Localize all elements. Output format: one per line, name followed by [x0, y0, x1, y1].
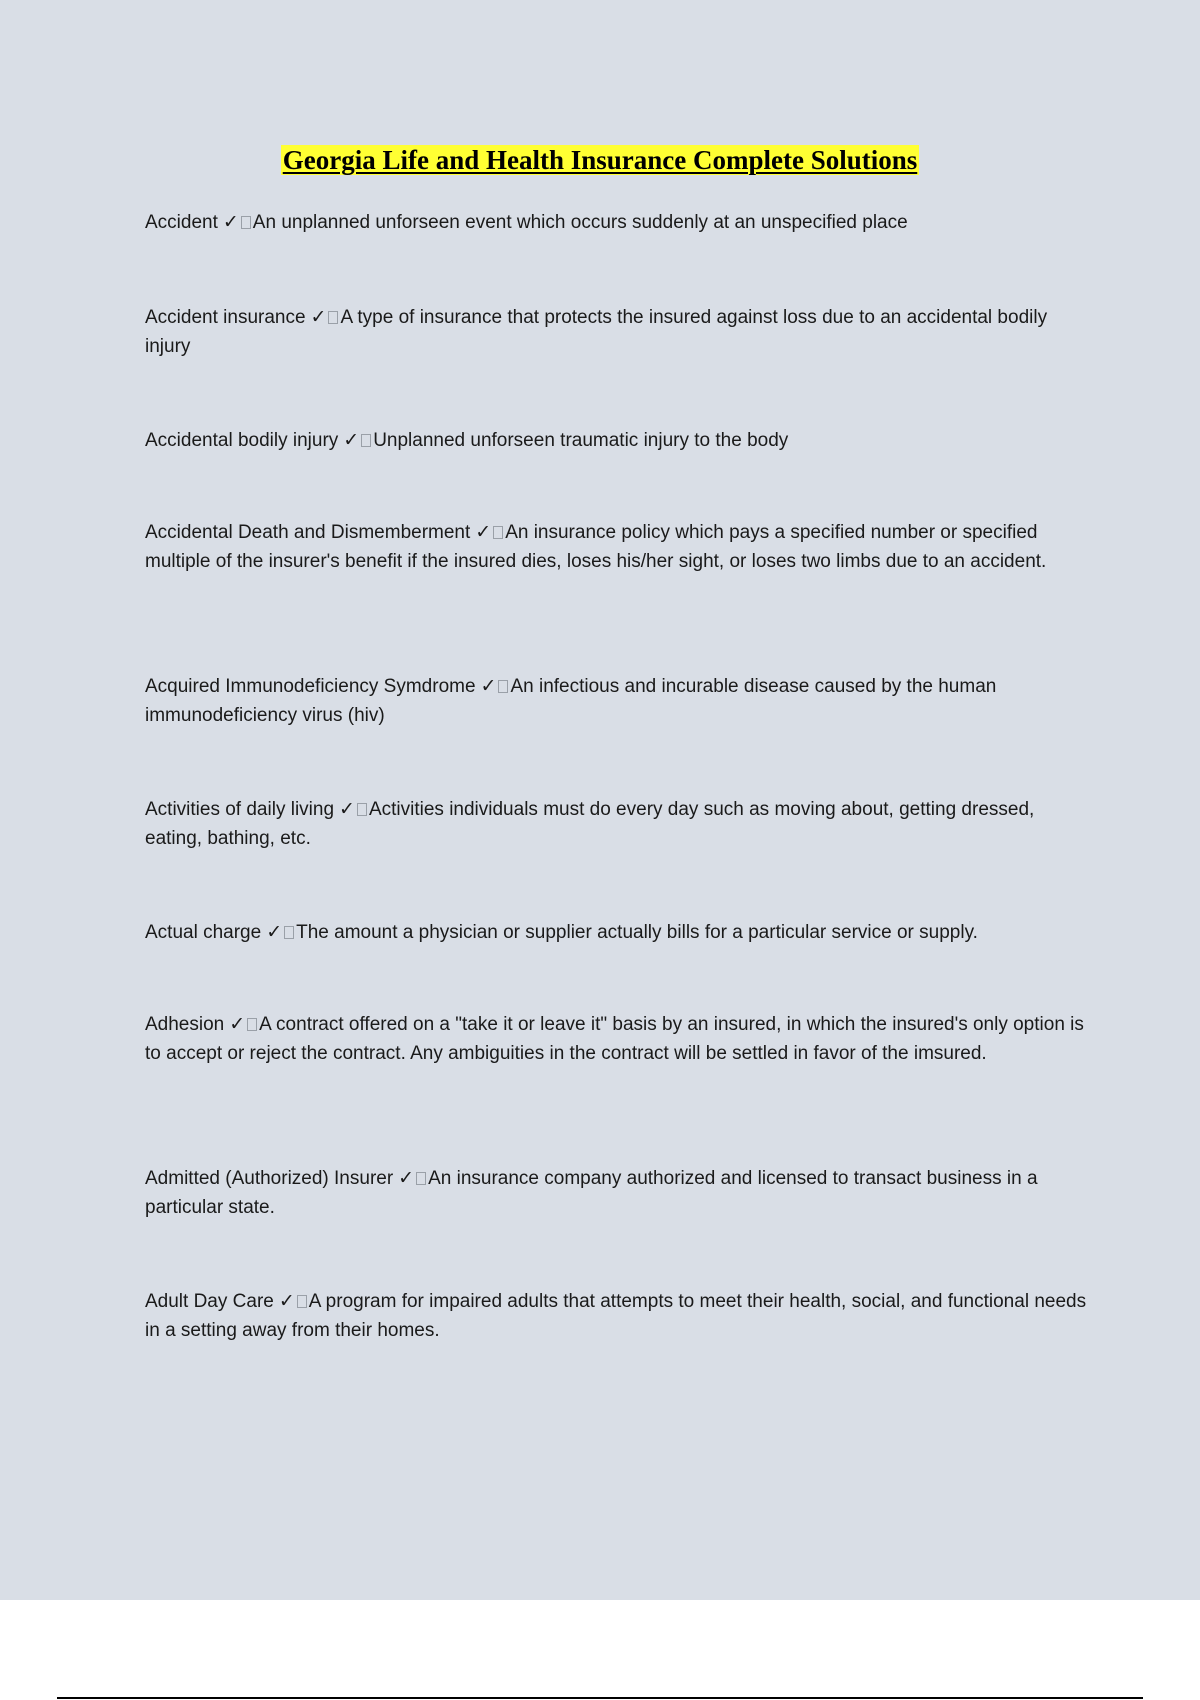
entry-term: Actual charge: [145, 922, 262, 943]
glossary-entry: [145, 1010, 1090, 1068]
footer-divider: [57, 1697, 1143, 1699]
glossary-entry: [145, 208, 1090, 237]
check-icon: ✓: [475, 521, 492, 543]
document-title: Georgia Life and Health Insurance Complete Solutions: [282, 145, 918, 175]
glossary-entry: [145, 1164, 1090, 1222]
glossary-entry: [145, 303, 1090, 361]
missing-glyph-box-icon: [241, 216, 251, 229]
check-icon: ✓: [343, 429, 360, 451]
entry-definition: Activities individuals must do every day such as moving about, getting dressed, eating, bathing, etc.: [145, 799, 1035, 849]
entry-definition: An insurance company authorized and licensed to transact business in a particular state.: [145, 1168, 1038, 1218]
entry-definition: The amount a physician or supplier actually bills for a particular service or supply.: [296, 922, 978, 943]
missing-glyph-box-icon: [498, 680, 508, 693]
glossary-entry: [145, 795, 1090, 853]
entry-definition: A type of insurance that protects the insured against loss due to an accidental bodily injury: [145, 307, 1048, 357]
entry-definition: An infectious and incurable disease caused by the human immunodeficiency virus (hiv): [145, 676, 997, 726]
entry-definition: A contract offered on a "take it or leave it" basis by an insured, in which the insured's only option is to accept or reject the contract. Any ambiguities in the contract will be settled in favor of the imsured.: [145, 1014, 1084, 1064]
missing-glyph-box-icon: [297, 1295, 307, 1308]
missing-glyph-box-icon: [416, 1172, 426, 1185]
check-icon: ✓: [339, 798, 355, 820]
missing-glyph-box-icon: [328, 311, 338, 324]
glossary-entry: [145, 426, 1090, 455]
glossary-entry: [145, 918, 1090, 947]
entry-term: Accidental Death and Dismemberment: [145, 522, 471, 543]
entry-term: Activities of daily living: [145, 799, 335, 820]
glossary-entry: [145, 672, 1090, 730]
entry-definition: A program for impaired adults that attempts to meet their health, social, and functional needs in a setting away from their homes.: [145, 1291, 1087, 1341]
glossary-entry: [145, 518, 1090, 576]
entry-term: Adult Day Care: [145, 1291, 274, 1312]
check-icon: ✓: [222, 211, 239, 233]
entry-term: Acquired Immunodeficiency Symdrome: [145, 676, 476, 697]
check-icon: ✓: [266, 921, 283, 943]
entry-term: Admitted (Authorized) Insurer: [145, 1168, 394, 1189]
glossary-entry: [145, 1287, 1090, 1345]
entry-definition: An unplanned unforseen event which occurs suddenly at an unspecified place: [252, 212, 908, 233]
entry-term: Accident insurance: [145, 307, 306, 328]
missing-glyph-box-icon: [361, 434, 371, 447]
entry-definition: An insurance policy which pays a specified number or specified multiple of the insurer's benefit if the insured dies, loses his/her sight, or loses two limbs due to an accident.: [145, 522, 1047, 572]
entry-term: Accidental bodily injury: [145, 430, 339, 451]
entry-definition: Unplanned unforseen traumatic injury to the body: [373, 430, 789, 451]
missing-glyph-box-icon: [284, 926, 294, 939]
entry-term: Accident: [145, 212, 218, 233]
missing-glyph-box-icon: [493, 526, 503, 539]
title-container: [0, 145, 1200, 175]
check-icon: ✓: [480, 675, 497, 697]
entry-term: Adhesion: [145, 1014, 225, 1035]
check-icon: ✓: [398, 1167, 415, 1189]
check-icon: ✓: [278, 1290, 295, 1312]
missing-glyph-box-icon: [357, 803, 367, 816]
missing-glyph-box-icon: [247, 1018, 257, 1031]
check-icon: ✓: [229, 1013, 246, 1035]
check-icon: ✓: [310, 306, 327, 328]
